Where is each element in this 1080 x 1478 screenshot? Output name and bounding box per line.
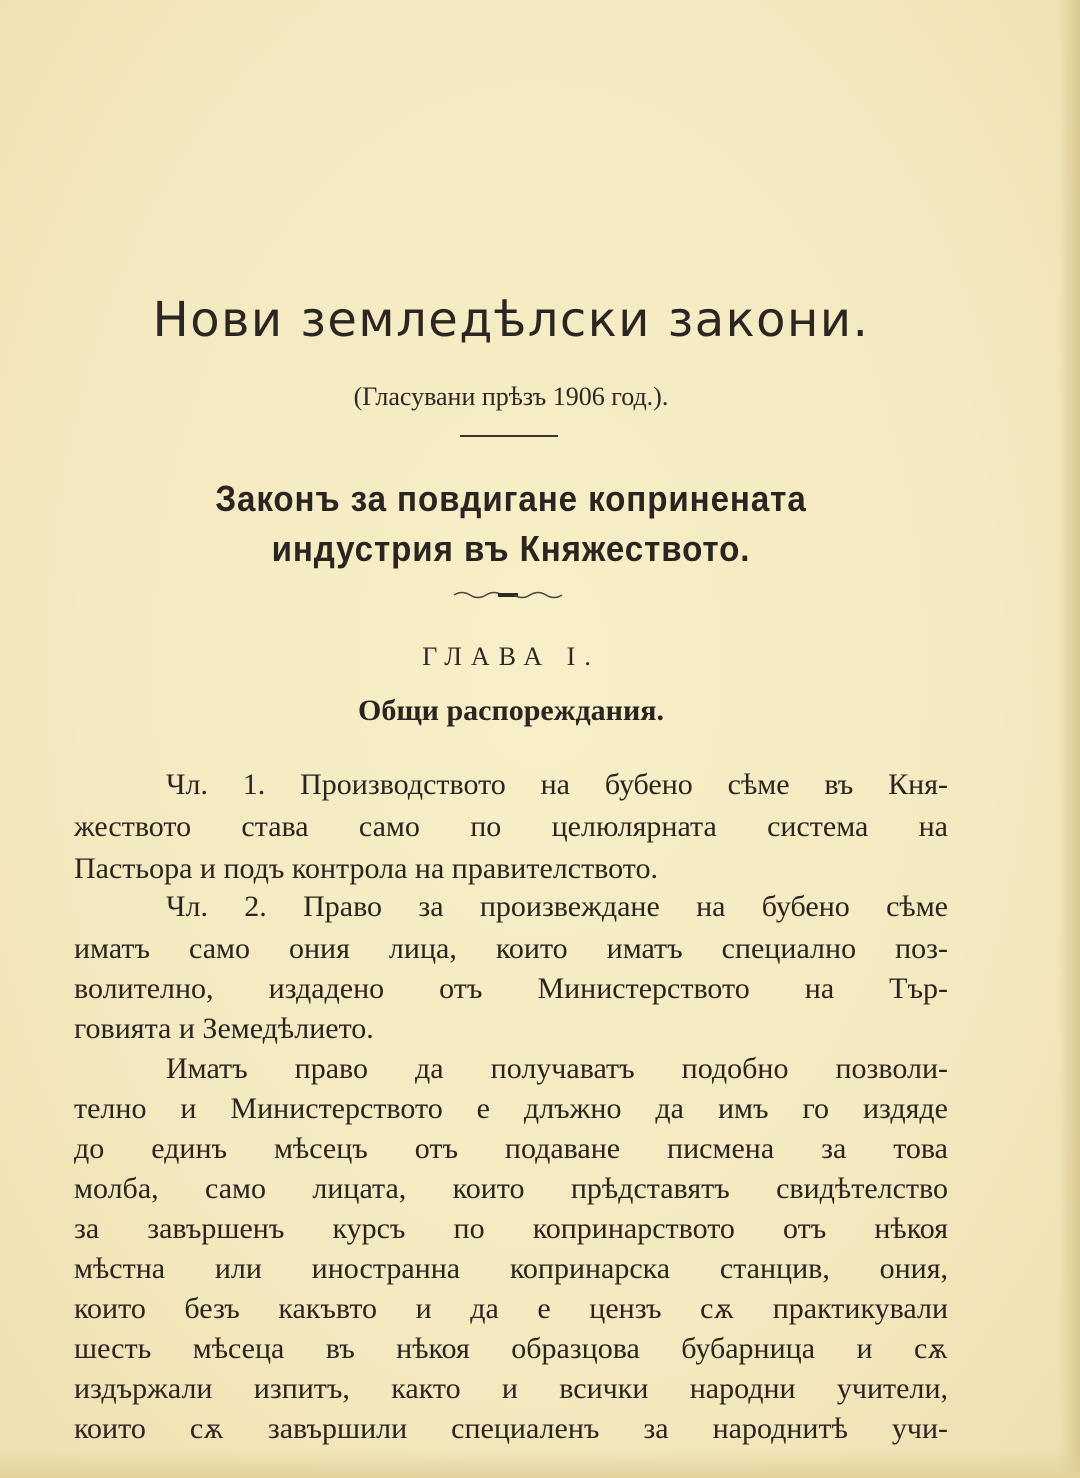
body-line: за завършенъ курсъ по копринарството отъ нѣкоя (74, 1212, 948, 1245)
body-line: Чл. 2. Право за произвеждане на бубено сѣме (166, 890, 948, 923)
body-line: шесть мѣсеца въ нѣкоя образцова бубарница и сѫ (74, 1332, 948, 1365)
chapter-title: Общи распореждания. (358, 694, 664, 727)
ornament-flourish (452, 588, 564, 602)
law-title-line-2: индустрия въ Княжеството. (271, 528, 751, 569)
body-line: Иматъ право да получаватъ подобно позволи- (166, 1052, 948, 1085)
body-line: които безъ какъвто и да е цензъ сѫ практикували (74, 1292, 948, 1325)
body-line: молба, само лицата, които прѣдставятъ свидѣтелство (74, 1172, 948, 1205)
body-line: до единъ мѣсецъ отъ подаване писмена за това (74, 1132, 948, 1165)
body-line: волително, издадено отъ Министерството на Тър- (74, 972, 948, 1005)
law-title-line-1: Законъ за повдигане копринената (215, 478, 807, 519)
body-line: говията и Земедѣлието. (74, 1012, 374, 1045)
page-bottom-shadow (0, 1450, 1080, 1478)
law-title (41, 474, 981, 574)
body-line: Пастьора и подъ контрола на правителството. (74, 852, 658, 885)
body-line: телно и Министерството е длъжно да имъ го издяде (74, 1092, 948, 1125)
body-line: жеството става само по целюлярната система на (74, 810, 948, 843)
body-line: които сѫ завършили специаленъ за народнитѣ учи- (74, 1412, 948, 1445)
subtitle: (Гласувани прѣзъ 1906 год.). (353, 382, 669, 411)
body-line: иматъ само ония лица, които иматъ специално поз- (74, 932, 948, 965)
body-line: Чл. 1. Производството на бубено сѣме въ Кня- (166, 768, 948, 801)
body-line: мѣстна или иностранна копринарска станцив, ония, (74, 1252, 948, 1285)
main-title: Нови земледѣлски закони. (152, 292, 870, 348)
chapter-heading: ГЛАВА I. (422, 642, 600, 671)
body-line: издържали изпитъ, както и всички народни учители, (74, 1372, 948, 1405)
page-edge-shadow (1058, 0, 1080, 1478)
title-rule (460, 435, 558, 437)
